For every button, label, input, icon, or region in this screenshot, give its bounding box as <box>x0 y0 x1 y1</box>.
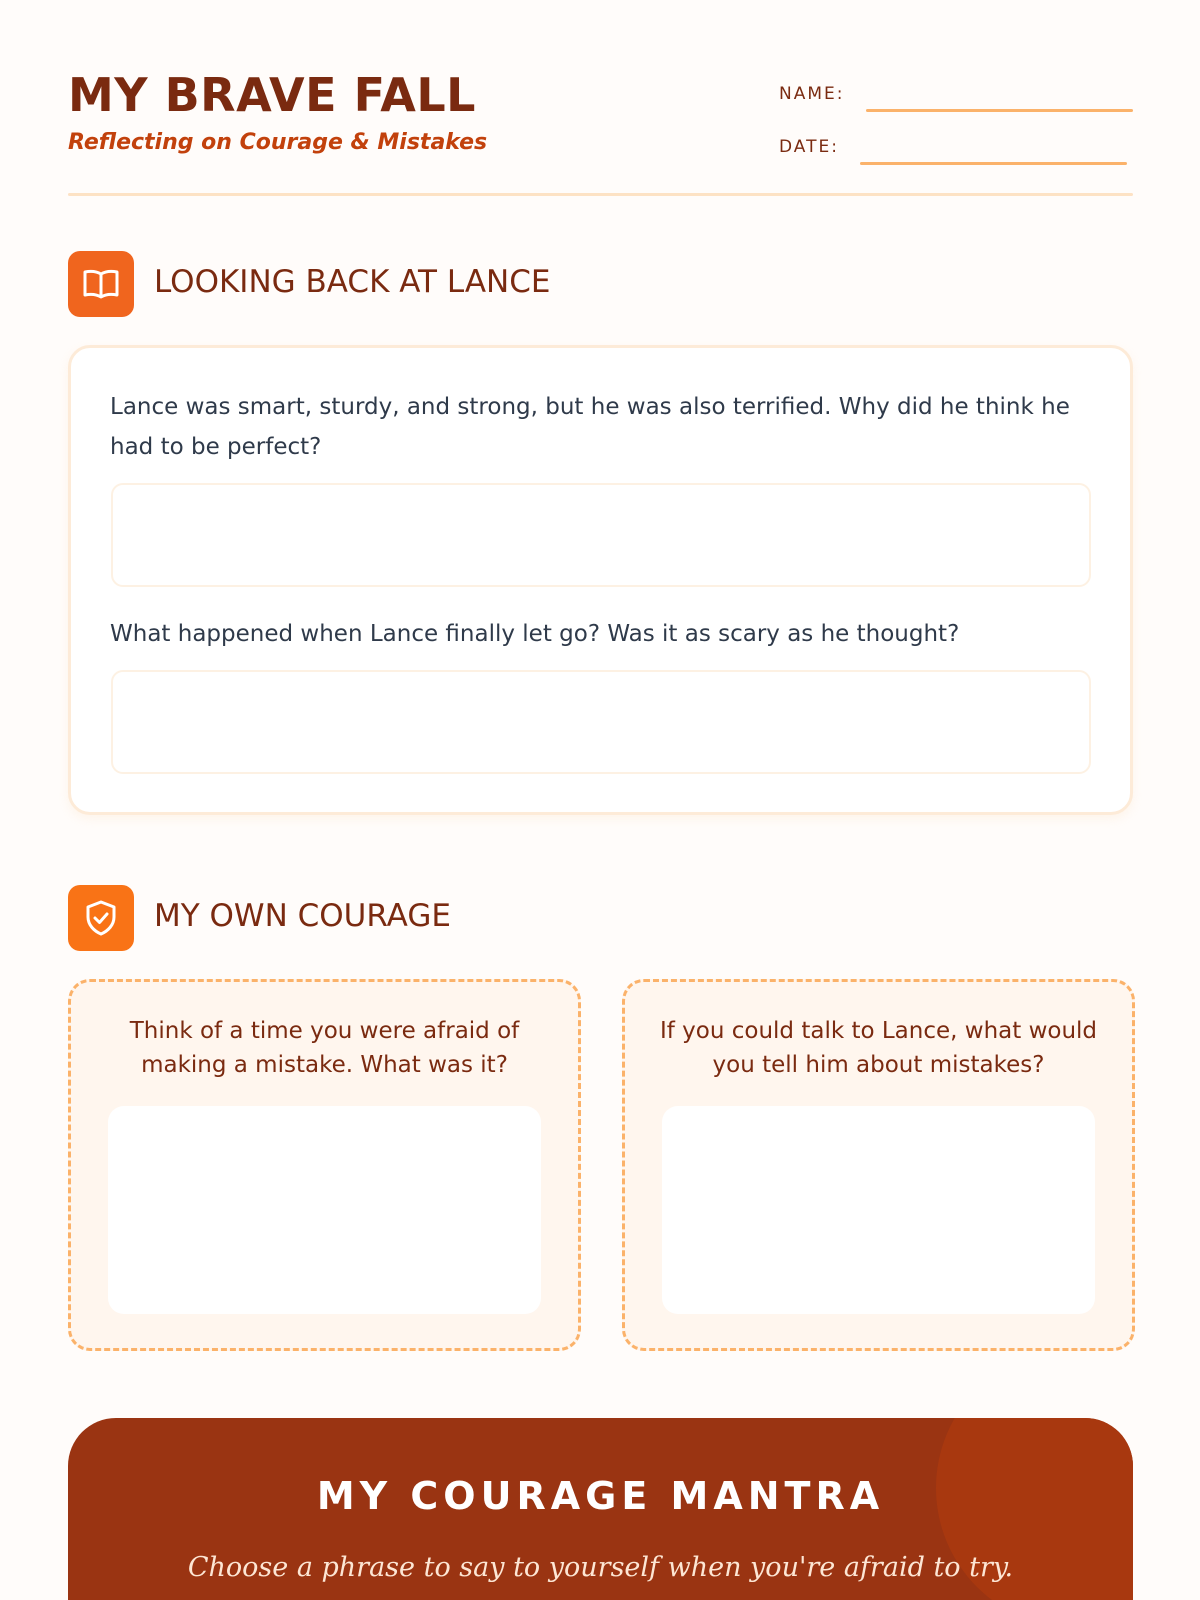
page-subtitle: Reflecting on Courage & Mistakes <box>68 130 488 155</box>
question-1: Lance was smart, sturdy, and strong, but he was also terrified. Why did he think he had to be perfect? <box>110 394 1070 460</box>
date-field[interactable] <box>860 162 1127 165</box>
name-field[interactable] <box>866 109 1133 112</box>
mantra-title: MY COURAGE MANTRA <box>316 1474 885 1518</box>
prompt-2: If you could talk to Lance, what would you tell him about mistakes? <box>659 1018 1098 1078</box>
header-divider <box>68 193 1133 196</box>
section-title-looking-back: LOOKING BACK AT LANCE <box>154 264 551 300</box>
shield-check-icon <box>68 885 134 951</box>
answer-box-1[interactable] <box>111 483 1091 587</box>
date-label: DATE: <box>779 137 839 157</box>
prompt-card-1 <box>68 979 581 1351</box>
answer-box-2[interactable] <box>111 670 1091 774</box>
page-title: MY BRAVE FALL <box>68 68 476 122</box>
mantra-banner <box>68 1418 1133 1600</box>
name-label: NAME: <box>779 84 845 104</box>
section-title-my-courage: MY OWN COURAGE <box>154 898 451 934</box>
book-icon <box>68 251 134 317</box>
prompt-answer-box-1[interactable] <box>108 1106 541 1314</box>
prompt-1: Think of a time you were afraid of making a mistake. What was it? <box>129 1018 520 1078</box>
question-2: What happened when Lance finally let go? Was it as scary as he thought? <box>110 621 960 647</box>
mantra-subtitle: Choose a phrase to say to yourself when you're afraid to try. <box>187 1552 1014 1583</box>
prompt-answer-box-2[interactable] <box>662 1106 1095 1314</box>
prompt-card-2 <box>622 979 1135 1351</box>
